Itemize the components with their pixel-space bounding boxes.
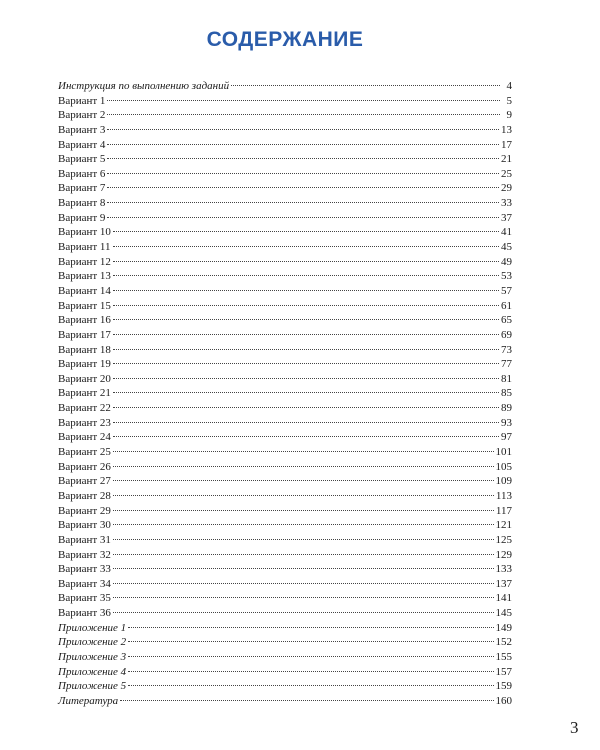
toc-entry-label: Вариант 17 — [58, 328, 111, 341]
toc-entry — [58, 196, 512, 211]
toc-entry-page: 57 — [501, 284, 512, 297]
toc-leader-dots — [113, 582, 494, 584]
toc-leader-dots — [113, 435, 499, 437]
toc-entry-label: Вариант 25 — [58, 446, 111, 459]
toc-leader-dots — [113, 553, 494, 555]
toc-entry-page: 65 — [501, 314, 512, 327]
toc-entry-label: Вариант 20 — [58, 372, 111, 385]
toc-entry-label: Инструкция по выполнению заданий — [58, 80, 230, 92]
toc-leader-dots — [107, 143, 499, 145]
toc-entry-label: Вариант 23 — [58, 416, 111, 429]
toc-entry-page: 159 — [495, 680, 512, 693]
toc-entry-page: 69 — [501, 328, 512, 341]
toc-entry-label: Вариант 2 — [58, 109, 106, 122]
toc-entry-label: Вариант 16 — [58, 314, 111, 327]
toc-entry-label: Вариант 18 — [58, 343, 111, 356]
toc-entry — [58, 255, 512, 270]
toc-entry-page: 4 — [506, 80, 512, 92]
toc-entry — [58, 635, 512, 650]
toc-entry-page: 25 — [501, 167, 512, 180]
toc-leader-dots — [107, 172, 499, 174]
toc-leader-dots — [113, 391, 499, 393]
toc-entry — [58, 694, 512, 709]
toc-entry — [58, 181, 512, 196]
toc-entry-page: 45 — [501, 241, 512, 254]
toc-entry-page: 125 — [495, 533, 512, 546]
toc-leader-dots — [128, 684, 493, 686]
toc-entry — [58, 665, 512, 680]
toc-leader-dots — [107, 201, 499, 203]
toc-entry-label: Вариант 33 — [58, 563, 111, 576]
toc-entry — [58, 460, 512, 475]
toc-entry — [58, 211, 512, 226]
toc-entry — [58, 386, 512, 401]
toc-entry-label: Вариант 13 — [58, 270, 111, 283]
toc-entry-label: Приложение 2 — [58, 636, 127, 649]
toc-entry-label: Приложение 4 — [58, 665, 127, 678]
toc-entry-label: Вариант 3 — [58, 123, 106, 136]
toc-entry-page: 149 — [495, 621, 512, 634]
toc-entry-page: 89 — [501, 402, 512, 415]
toc-entry — [58, 138, 512, 153]
toc-leader-dots — [128, 670, 493, 672]
toc-entry-page: 133 — [495, 563, 512, 576]
toc-leader-dots — [113, 450, 494, 452]
toc-entry — [58, 108, 512, 123]
toc-leader-dots — [113, 274, 499, 276]
toc-entry — [58, 445, 512, 460]
toc-entry — [58, 269, 512, 284]
toc-leader-dots — [113, 596, 494, 598]
toc-entry-label: Вариант 7 — [58, 182, 106, 195]
toc-leader-dots — [107, 113, 500, 115]
toc-entry-page: 101 — [495, 446, 512, 459]
toc-leader-dots — [113, 523, 494, 525]
toc-entry-label: Вариант 28 — [58, 489, 111, 502]
toc-leader-dots — [113, 406, 499, 408]
toc-entry — [58, 650, 512, 665]
toc-entry-label: Вариант 11 — [58, 241, 111, 254]
toc-entry-page: 73 — [501, 343, 512, 356]
toc-entry-page: 152 — [495, 636, 512, 649]
toc-entry-label: Приложение 3 — [58, 650, 127, 663]
toc-entry-label: Вариант 12 — [58, 255, 111, 268]
toc-entry — [58, 577, 512, 592]
toc-entry-page: 145 — [495, 607, 512, 620]
toc-entry — [58, 372, 512, 387]
toc-entry-page: 105 — [495, 460, 512, 473]
toc-entry — [58, 167, 512, 182]
toc-leader-dots — [113, 494, 494, 496]
toc-entry-page: 77 — [501, 358, 512, 371]
toc-leader-dots — [113, 230, 499, 232]
toc-entry-label: Приложение 1 — [58, 621, 127, 634]
table-of-contents — [58, 79, 512, 709]
toc-leader-dots — [113, 567, 494, 569]
toc-entry-page: 41 — [501, 226, 512, 239]
toc-entry — [58, 504, 512, 519]
page-title: СОДЕРЖАНИЕ — [206, 28, 364, 51]
toc-entry-page: 97 — [501, 431, 512, 444]
toc-entry-page: 5 — [506, 94, 512, 107]
toc-leader-dots — [113, 348, 499, 350]
toc-entry-page: 109 — [495, 475, 512, 488]
toc-entry-page: 93 — [501, 416, 512, 429]
toc-entry-page: 155 — [495, 650, 512, 663]
toc-entry — [58, 621, 512, 636]
toc-entry-label: Вариант 10 — [58, 226, 111, 239]
toc-entry — [58, 416, 512, 431]
toc-entry-label: Вариант 15 — [58, 299, 111, 312]
toc-entry-label: Вариант 5 — [58, 153, 106, 166]
toc-entry-page: 137 — [495, 577, 512, 590]
toc-entry — [58, 79, 512, 94]
toc-entry — [58, 518, 512, 533]
toc-entry-page: 81 — [501, 372, 512, 385]
toc-entry-label: Вариант 21 — [58, 387, 111, 400]
toc-leader-dots — [113, 260, 499, 262]
page-number: 3 — [570, 718, 579, 737]
toc-entry-page: 117 — [495, 504, 512, 517]
toc-entry — [58, 548, 512, 563]
toc-entry-label: Вариант 1 — [58, 94, 106, 107]
toc-entry-page: 85 — [501, 387, 512, 400]
toc-entry-label: Вариант 9 — [58, 211, 106, 224]
toc-leader-dots — [113, 318, 499, 320]
toc-leader-dots — [113, 509, 494, 511]
toc-leader-dots — [128, 640, 493, 642]
toc-entry-page: 33 — [501, 197, 512, 210]
toc-entry-label: Вариант 32 — [58, 548, 111, 561]
toc-leader-dots — [113, 479, 494, 481]
toc-leader-dots — [113, 333, 499, 335]
toc-leader-dots — [120, 699, 493, 701]
toc-leader-dots — [107, 186, 499, 188]
toc-entry — [58, 94, 512, 109]
toc-entry-label: Вариант 14 — [58, 284, 111, 297]
toc-entry — [58, 225, 512, 240]
toc-entry-page: 113 — [495, 489, 512, 502]
toc-leader-dots — [113, 377, 499, 379]
toc-entry-page: 129 — [495, 548, 512, 561]
toc-entry-label: Вариант 26 — [58, 460, 111, 473]
toc-entry-label: Вариант 24 — [58, 431, 111, 444]
toc-entry — [58, 328, 512, 343]
toc-leader-dots — [113, 538, 494, 540]
toc-entry-label: Вариант 27 — [58, 475, 111, 488]
toc-leader-dots — [231, 84, 500, 86]
toc-entry-label: Вариант 29 — [58, 504, 111, 517]
toc-entry — [58, 152, 512, 167]
toc-leader-dots — [128, 626, 493, 628]
toc-entry — [58, 123, 512, 138]
toc-entry — [58, 401, 512, 416]
toc-entry-page: 13 — [501, 123, 512, 136]
toc-leader-dots — [107, 128, 499, 130]
toc-entry — [58, 299, 512, 314]
toc-entry — [58, 240, 512, 255]
toc-entry-label: Вариант 35 — [58, 592, 111, 605]
toc-entry-label: Вариант 31 — [58, 533, 111, 546]
toc-leader-dots — [113, 245, 499, 247]
toc-entry-label: Литература — [58, 694, 119, 707]
toc-entry-label: Вариант 30 — [58, 519, 111, 532]
toc-entry-page: 53 — [501, 270, 512, 283]
toc-entry — [58, 679, 512, 694]
toc-leader-dots — [113, 304, 499, 306]
toc-entry-page: 157 — [495, 665, 512, 678]
toc-entry — [58, 343, 512, 358]
toc-leader-dots — [107, 99, 500, 101]
toc-entry-page: 17 — [501, 138, 512, 151]
toc-entry-page: 9 — [506, 109, 512, 122]
toc-entry-page: 29 — [501, 182, 512, 195]
toc-entry — [58, 474, 512, 489]
toc-entry — [58, 284, 512, 299]
toc-entry-label: Вариант 36 — [58, 607, 111, 620]
toc-leader-dots — [113, 465, 494, 467]
toc-leader-dots — [107, 216, 499, 218]
toc-entry-label: Вариант 8 — [58, 197, 106, 210]
toc-entry — [58, 591, 512, 606]
toc-entry-label: Вариант 22 — [58, 402, 111, 415]
toc-entry-page: 61 — [501, 299, 512, 312]
toc-entry-page: 37 — [501, 211, 512, 224]
toc-entry-page: 141 — [495, 592, 512, 605]
toc-entry-label: Вариант 6 — [58, 167, 106, 180]
toc-entry — [58, 533, 512, 548]
toc-entry — [58, 430, 512, 445]
toc-leader-dots — [113, 421, 499, 423]
toc-leader-dots — [113, 362, 499, 364]
toc-entry-label: Вариант 4 — [58, 138, 106, 151]
toc-entry — [58, 562, 512, 577]
toc-leader-dots — [128, 655, 493, 657]
toc-entry — [58, 489, 512, 504]
toc-entry — [58, 606, 512, 621]
toc-entry — [58, 313, 512, 328]
toc-entry-page: 160 — [495, 694, 512, 707]
toc-entry-page: 49 — [501, 255, 512, 268]
toc-entry-label: Вариант 19 — [58, 358, 111, 371]
toc-entry-label: Вариант 34 — [58, 577, 111, 590]
toc-entry-page: 21 — [501, 153, 512, 166]
toc-entry — [58, 357, 512, 372]
toc-leader-dots — [113, 611, 494, 613]
toc-leader-dots — [113, 289, 499, 291]
toc-entry-page: 121 — [495, 519, 512, 532]
toc-entry-label: Приложение 5 — [58, 680, 127, 693]
toc-leader-dots — [107, 157, 499, 159]
